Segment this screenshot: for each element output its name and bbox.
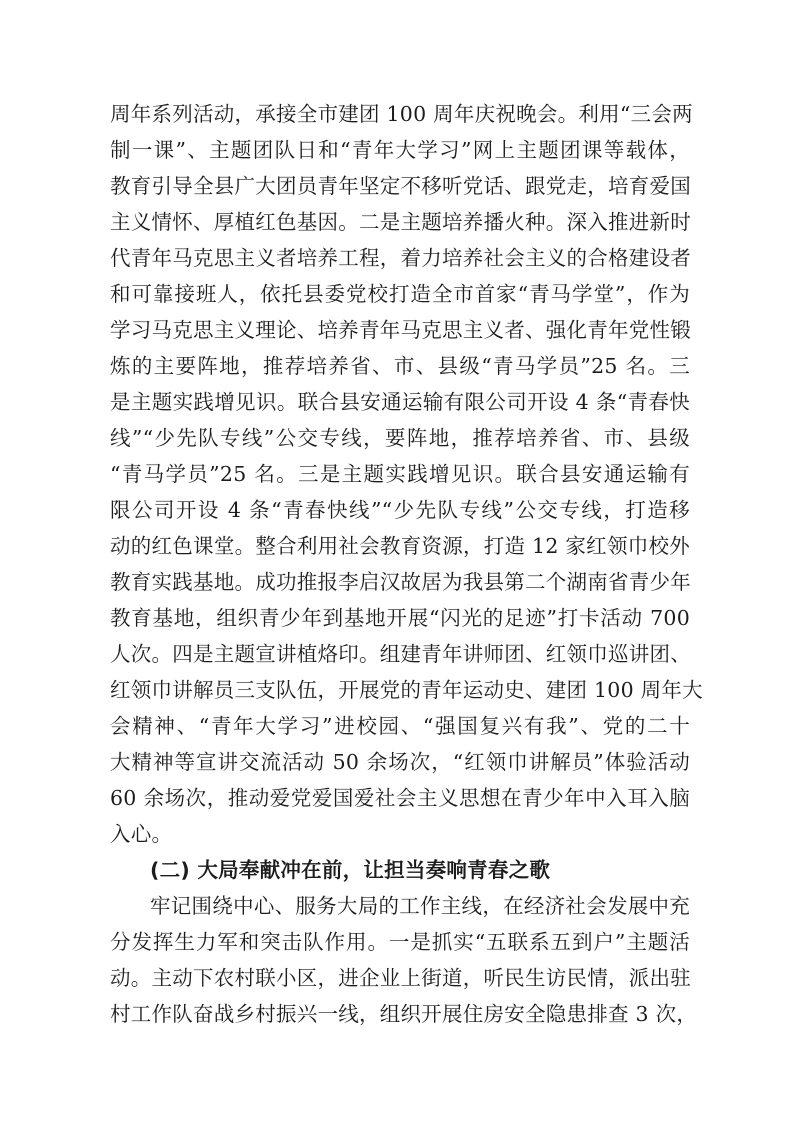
paragraph-line: 炼的主要阵地，推荐培养省、市、县级“青马学员”25 名。三	[110, 354, 690, 378]
paragraph-line: 教育实践基地。成功推报李启汉故居为我县第二个湖南省青少年	[110, 570, 691, 594]
paragraph-line: 代青年马克思主义者培养工程，着力培养社会主义的合格建设者	[110, 246, 691, 270]
paragraph-line: 线”“少先队专线”公交专线，要阵地，推荐培养省、市、县级	[110, 426, 690, 450]
paragraph-line: 是主题实践增见识。联合县安通运输有限公司开设 4 条“青春快	[110, 390, 690, 414]
paragraph-line: 动。主动下农村联小区，进企业上街道，听民生访民情，派出驻	[110, 966, 691, 990]
paragraph-line: 制一课”、主题团队日和“青年大学习”网上主题团课等载体，	[110, 138, 690, 162]
paragraph-line: 和可靠接班人，依托县委党校打造全市首家“青马学堂”，作为	[110, 282, 690, 306]
paragraph-line: 牢记围绕中心、服务大局的工作主线，在经济社会发展中充	[150, 894, 690, 918]
paragraph-line: 学习马克思主义理论、培养青年马克思主义者、强化青年党性锻	[110, 318, 691, 342]
paragraph-line: 周年系列活动，承接全市建团 100 周年庆祝晚会。利用“三会两	[110, 102, 693, 126]
paragraph-line: 村工作队奋战乡村振兴一线，组织开展住房安全隐患排查 3 次，	[110, 1002, 698, 1026]
paragraph-line: 60 余场次，推动爱党爱国爱社会主义思想在青少年中入耳入脑	[110, 786, 690, 810]
paragraph-line: 主义情怀、厚植红色基因。二是主题培养播火种。深入推进新时	[110, 210, 691, 234]
paragraph-line: 动的红色课堂。整合利用社会教育资源，打造 12 家红领巾校外	[110, 534, 690, 558]
paragraph-line: 大精神等宣讲交流活动 50 余场次，“红领巾讲解员”体验活动	[110, 750, 690, 774]
paragraph-line: 人次。四是主题宣讲植烙印。组建青年讲师团、红领巾巡讲团、	[110, 642, 691, 666]
paragraph-line: 红领巾讲解员三支队伍，开展党的青年运动史、建团 100 周年大	[110, 678, 703, 702]
paragraph-line: 教育引导全县广大团员青年坚定不移听党话、跟党走，培育爱国	[110, 174, 691, 198]
paragraph-line: 分发挥生力军和突击队作用。一是抓实“五联系五到户”主题活	[110, 930, 690, 954]
paragraph-line: 限公司开设 4 条“青春快线”“少先队专线”公交专线，打造移	[110, 498, 690, 522]
paragraph-line: 入心。	[110, 822, 173, 846]
paragraph-line: “青马学员”25 名。三是主题实践增见识。联合县安通运输有	[110, 462, 690, 486]
paragraph-line: 教育基地，组织青少年到基地开展“闪光的足迹”打卡活动 700	[110, 606, 690, 630]
section-heading: (二) 大局奉献冲在前，让担当奏响青春之歌	[150, 858, 551, 882]
paragraph-line: 会精神、“青年大学习”进校园、“强国复兴有我”、党的二十	[110, 714, 690, 738]
